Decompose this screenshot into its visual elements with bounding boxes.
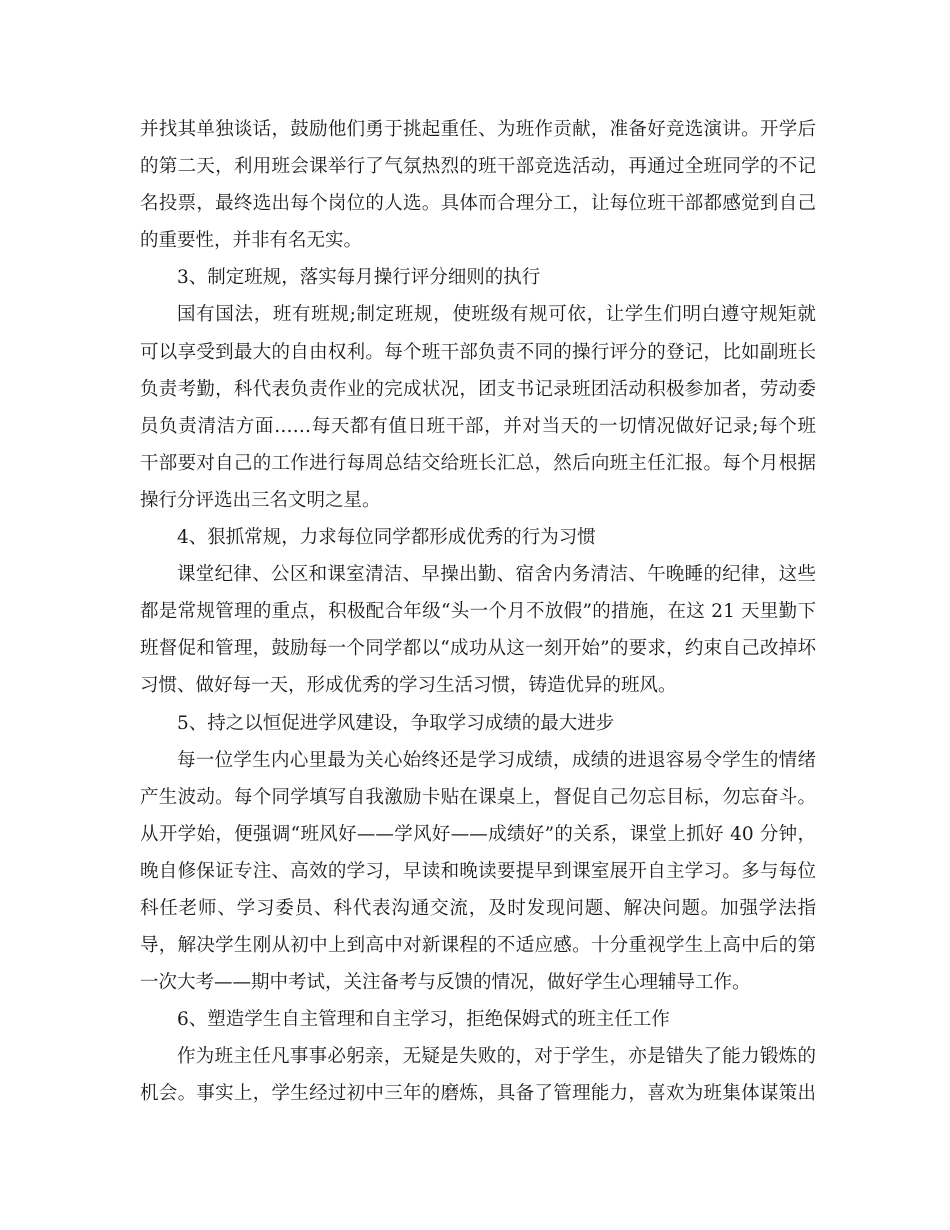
paragraph-line: 可以享受到最大的自由权利。每个班干部负责不同的操行评分的登记，比如副班长 — [140, 341, 816, 363]
document-body — [140, 111, 816, 1113]
paragraph-line-indented: 5、持之以恒促进学风建设，争取学习成绩的最大进步 — [177, 712, 615, 734]
paragraph-line: 名投票，最终选出每个岗位的人选。具体而合理分工，让每位班干部都感觉到自己 — [140, 193, 816, 215]
paragraph-line: 产生波动。每个同学填写自我激励卡贴在课桌上，督促自己勿忘目标，勿忘奋斗。 — [140, 786, 816, 808]
paragraph-line: 从开学始，便强调“班风好——学风好——成绩好”的关系，课堂上抓好 40 分钟， — [140, 823, 816, 845]
paragraph-line-indented: 课堂纪律、公区和课室清洁、早操出勤、宿舍内务清洁、午晚睡的纪律，这些 — [177, 564, 816, 586]
paragraph-line-indented: 4、狠抓常规，力求每位同学都形成优秀的行为习惯 — [177, 527, 596, 549]
paragraph-line: 都是常规管理的重点，积极配合年级“头一个月不放假”的措施，在这 21 天里勤下 — [140, 601, 816, 623]
paragraph-line-indented: 6、塑造学生自主管理和自主学习，拒绝保姆式的班主任工作 — [177, 1009, 670, 1031]
paragraph-line: 干部要对自己的工作进行每周总结交给班长汇总，然后向班主任汇报。每个月根据 — [140, 452, 816, 474]
paragraph-line: 负责考勤，科代表负责作业的完成状况，团支书记录班团活动积极参加者，劳动委 — [140, 378, 816, 400]
paragraph-line: 机会。事实上，学生经过初中三年的磨炼，具备了管理能力，喜欢为班集体谋策出 — [140, 1083, 816, 1105]
paragraph-line: 班督促和管理，鼓励每一个同学都以“成功从这一刻开始”的要求，约束自己改掉坏 — [140, 638, 816, 660]
paragraph-line: 的第二天，利用班会课举行了气氛热烈的班干部竞选活动，再通过全班同学的不记 — [140, 156, 816, 178]
paragraph-line: 操行分评选出三名文明之星。 — [140, 489, 381, 511]
paragraph-line: 习惯、做好每一天，形成优秀的学习生活习惯，铸造优异的班风。 — [140, 675, 677, 697]
paragraph-line: 并找其单独谈话，鼓励他们勇于挑起重任、为班作贡献，准备好竞选演讲。开学后 — [140, 119, 816, 140]
paragraph-line-indented: 每一位学生内心里最为关心始终还是学习成绩，成绩的进退容易令学生的情绪 — [177, 749, 816, 771]
paragraph-line-indented: 3、制定班规，落实每月操行评分细则的执行 — [177, 267, 541, 289]
paragraph-line-indented: 作为班主任凡事事必躬亲，无疑是失败的，对于学生，亦是错失了能力锻炼的 — [177, 1046, 816, 1068]
paragraph-line: 一次大考——期中考试，关注备考与反馈的情况，做好学生心理辅导工作。 — [140, 972, 751, 994]
paragraph-line: 导，解决学生刚从初中上到高中对新课程的不适应感。十分重视学生上高中后的第 — [140, 935, 816, 957]
paragraph-line-indented: 国有国法，班有班规;制定班规，使班级有规可依，让学生们明白遵守规矩就 — [177, 304, 816, 326]
paragraph-line: 员负责清洁方面……每天都有值日班干部，并对当天的一切情况做好记录;每个班 — [140, 415, 816, 437]
paragraph-line: 晚自修保证专注、高效的学习，早读和晚读要提早到课室展开自主学习。多与每位 — [140, 860, 816, 882]
paragraph-line: 的重要性，并非有名无实。 — [140, 230, 363, 252]
paragraph-line: 科任老师、学习委员、科代表沟通交流，及时发现问题、解决问题。加强学法指 — [140, 897, 816, 919]
